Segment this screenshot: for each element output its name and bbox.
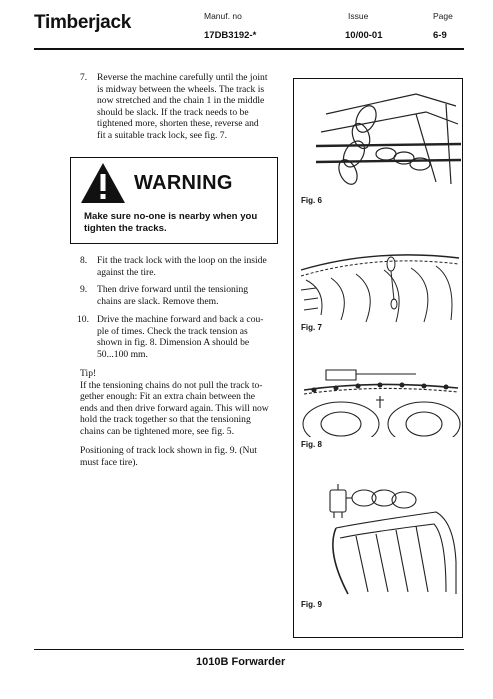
fig6-chain-illustration [296,84,461,194]
step-text [97,284,282,307]
text-line: Drive the machine forward and back a cou- [97,314,264,325]
step-text [97,314,282,360]
warning-text [84,211,274,235]
issue-label: Issue [348,11,369,21]
manuf-label: Manuf. no [204,11,242,21]
text-line: ends and then drive forward again. This will now [80,402,269,414]
step-number: 10. [77,314,89,325]
warning-title: WARNING [134,172,233,194]
text-line: shown in fig. 8. Dimension A should be [97,337,250,349]
text-line: If the tensioning chains do not pull the track to- [80,379,263,391]
figure-caption: Fig. 6 [301,196,322,205]
page-label: Page [433,11,453,21]
tip-heading: Tip! [80,368,97,379]
text-line: must face tire). [80,456,138,468]
fig7-track-illustration [296,240,461,325]
figure-caption: Fig. 8 [301,440,322,449]
figure-caption: Fig. 7 [301,323,322,332]
page-value: 6-9 [433,30,447,41]
figure-caption: Fig. 9 [301,600,322,609]
text-line: ple of times. Check the track tension as [97,325,248,337]
text-line: is midway between the wheels. The track is [97,83,265,95]
text-line: against the tire. [97,266,156,278]
footer-model: 1010B Forwarder [196,656,286,668]
step-text [97,255,282,278]
warning-line: Make sure no-one is nearby when you [84,211,258,222]
text-line: fit a suitable track lock, see fig. 7. [97,129,228,141]
manuf-value: 17DB3192-* [204,30,257,41]
position-note [80,445,282,468]
text-line: Then drive forward until the tensioning [97,284,249,295]
text-line: Reverse the machine carefully until the joint [97,72,268,83]
step-number: 7. [80,72,88,83]
fig8-tension-illustration [296,362,461,437]
issue-value: 10/00-01 [345,30,383,41]
brand-logo: Timberjack [34,12,131,33]
text-line: 50...100 mm. [97,348,148,360]
text-line: now stretched and the chain 1 in the middle [97,95,265,107]
tip-block [80,368,282,438]
step-number: 8. [80,255,88,266]
text-line: hold the track together so that the tensioning [80,414,251,426]
footer-divider [34,649,464,650]
header-divider [34,48,464,50]
text-line: tightened more, shorten these, reverse and [97,118,259,130]
text-line: chains can be tightened more, see fig. 5. [80,425,234,437]
text-line: gether enough: Fit an extra chain between the [80,391,256,403]
text-line: Fit the track lock with the loop on the inside [97,255,267,266]
step-number: 9. [80,284,88,295]
warning-triangle-icon [80,162,126,204]
text-line: Positioning of track lock shown in fig. 9. (Nut [80,445,257,456]
fig9-lock-position-illustration [296,482,461,597]
text-line: should be slack. If the track needs to be [97,106,249,118]
step-text [97,72,282,142]
warning-line: tighten the tracks. [84,223,167,234]
text-line: chains are slack. Remove them. [97,295,219,307]
